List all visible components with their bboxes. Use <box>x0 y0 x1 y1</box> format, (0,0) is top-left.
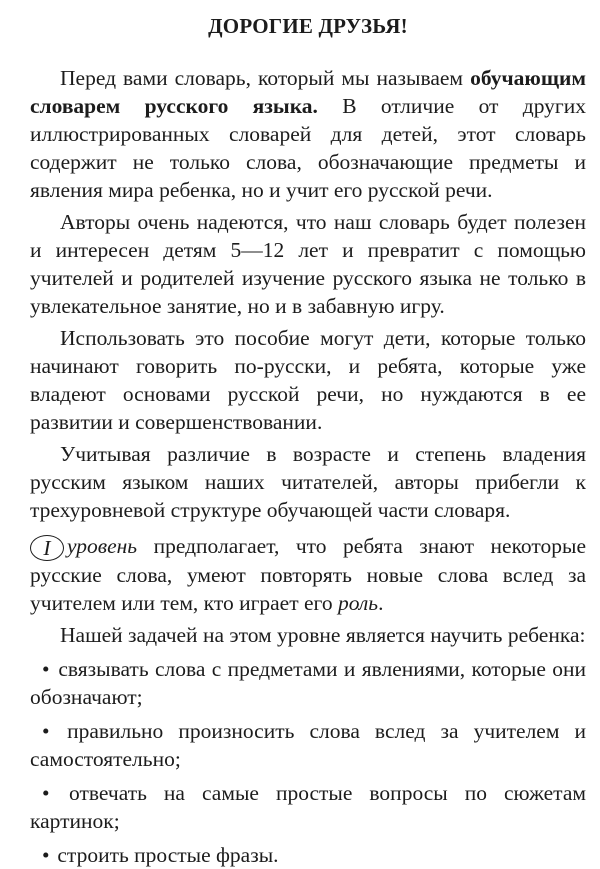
list-item <box>30 779 586 835</box>
level-period: . <box>378 591 384 615</box>
bullet-icon: • <box>42 657 50 681</box>
list-item-text: отвечать на самые простые вопросы по сюжетам картинок; <box>30 781 586 833</box>
paragraph-intro <box>30 64 586 204</box>
list-item <box>30 655 586 711</box>
role-word: роль <box>337 591 379 615</box>
bullet-icon: • <box>42 781 50 805</box>
dictionary-name-bold: обучающим словарем русского языка. <box>30 66 586 118</box>
bullet-icon: • <box>42 843 50 867</box>
level-word: уровень <box>67 534 138 558</box>
paragraph-structure: Учитывая различие в возрасте и степень владения русским языком наших читателей, авторы прибегли к трехуровневой структуре обучающей части словаря. <box>30 442 586 522</box>
list-item-text: правильно произносить слова вслед за учителем и самостоятельно; <box>30 719 587 771</box>
paragraph-level-one <box>30 532 586 617</box>
paragraph-authors: Авторы очень надеются, что наш словарь будет полезен и интересен детям 5—12 лет и превратит с помощью учителей и родителей изучение русского языка не только в увлекательное занятие, но и в забавную игру. <box>30 210 586 318</box>
intro-text-start: Перед вами словарь, который мы называем <box>60 66 471 90</box>
bullet-icon: • <box>42 719 50 743</box>
list-item <box>30 717 586 773</box>
list-item <box>30 841 586 869</box>
page-title: ДОРОГИЕ ДРУЗЬЯ! <box>208 14 408 38</box>
intro-text-end: В отличие от других иллюстрированных словарей для детей, этот словарь содержит не только слова, обозначающие предметы и явления мира ребенка, но и учит его русской речи. <box>30 94 586 202</box>
list-item-text: строить простые фразы. <box>57 843 279 867</box>
level-description: предполагает, что ребята знают некоторые русские слова, умеют повторять новые слова вслед за учителем или тем, кто играет его <box>30 534 586 615</box>
list-item-text: связывать слова с предметами и явлениями, которые они обозначают; <box>30 657 586 709</box>
level-numeral-circle: I <box>30 535 64 561</box>
paragraph-usage: Использовать это пособие могут дети, которые только начинают говорить по-русски, и ребята, которые уже владеют основами русской речи, но нуждаются в ее развитии и совершенствовании. <box>30 326 586 434</box>
paragraph-task: Нашей задачей на этом уровне является научить ребенка: <box>60 623 586 647</box>
